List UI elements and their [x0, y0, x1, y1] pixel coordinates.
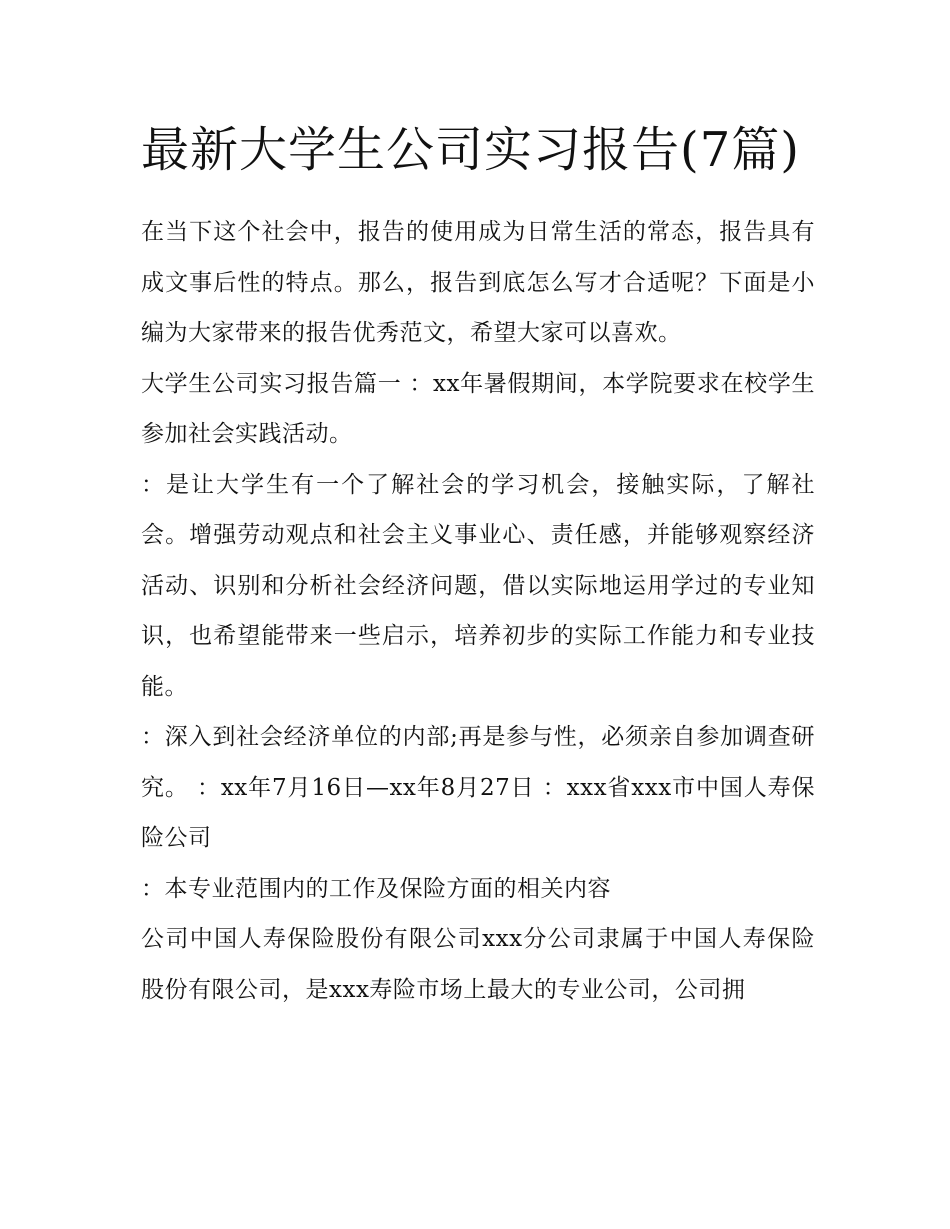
paragraph-intro: 在当下这个社会中，报告的使用成为日常生活的常态，报告具有成文事后性的特点。那么，报告到底怎么写才合适呢？下面是小编为大家带来的报告优秀范文，希望大家可以喜欢。 [141, 219, 815, 346]
paragraph-company-intro: 公司中国人寿保险股份有限公司xxx分公司隶属于中国人寿保险股份有限公司，是xxx寿险市场上最大的专业公司，公司拥 [141, 926, 815, 1003]
paragraph-method-time-place: ：深入到社会经济单位的内部;再是参与性，必须亲自参加调查研究。 ：xx年7月16日—xx年8月27日 ：xxx省xxx市中国人寿保险公司 [141, 724, 815, 851]
paragraph-purpose: ：是让大学生有一个了解社会的学习机会，接触实际，了解社会。增强劳动观点和社会主义事业心、责任感，并能够观察经济活动、识别和分析社会经济问题，借以实际地运用学过的专业知识，也希望能带来一些启示，培养初步的实际工作能力和专业技能。 [141, 471, 815, 700]
document-body [141, 112, 815, 1015]
document-title: 最新大学生公司实习报告(7篇) [141, 122, 800, 178]
paragraph-content: ：本专业范围内的工作及保险方面的相关内容 [141, 875, 611, 902]
paragraph-chapter-one: 大学生公司实习报告篇一 ：xx年暑假期间，本学院要求在校学生参加社会实践活动。 [141, 370, 815, 447]
